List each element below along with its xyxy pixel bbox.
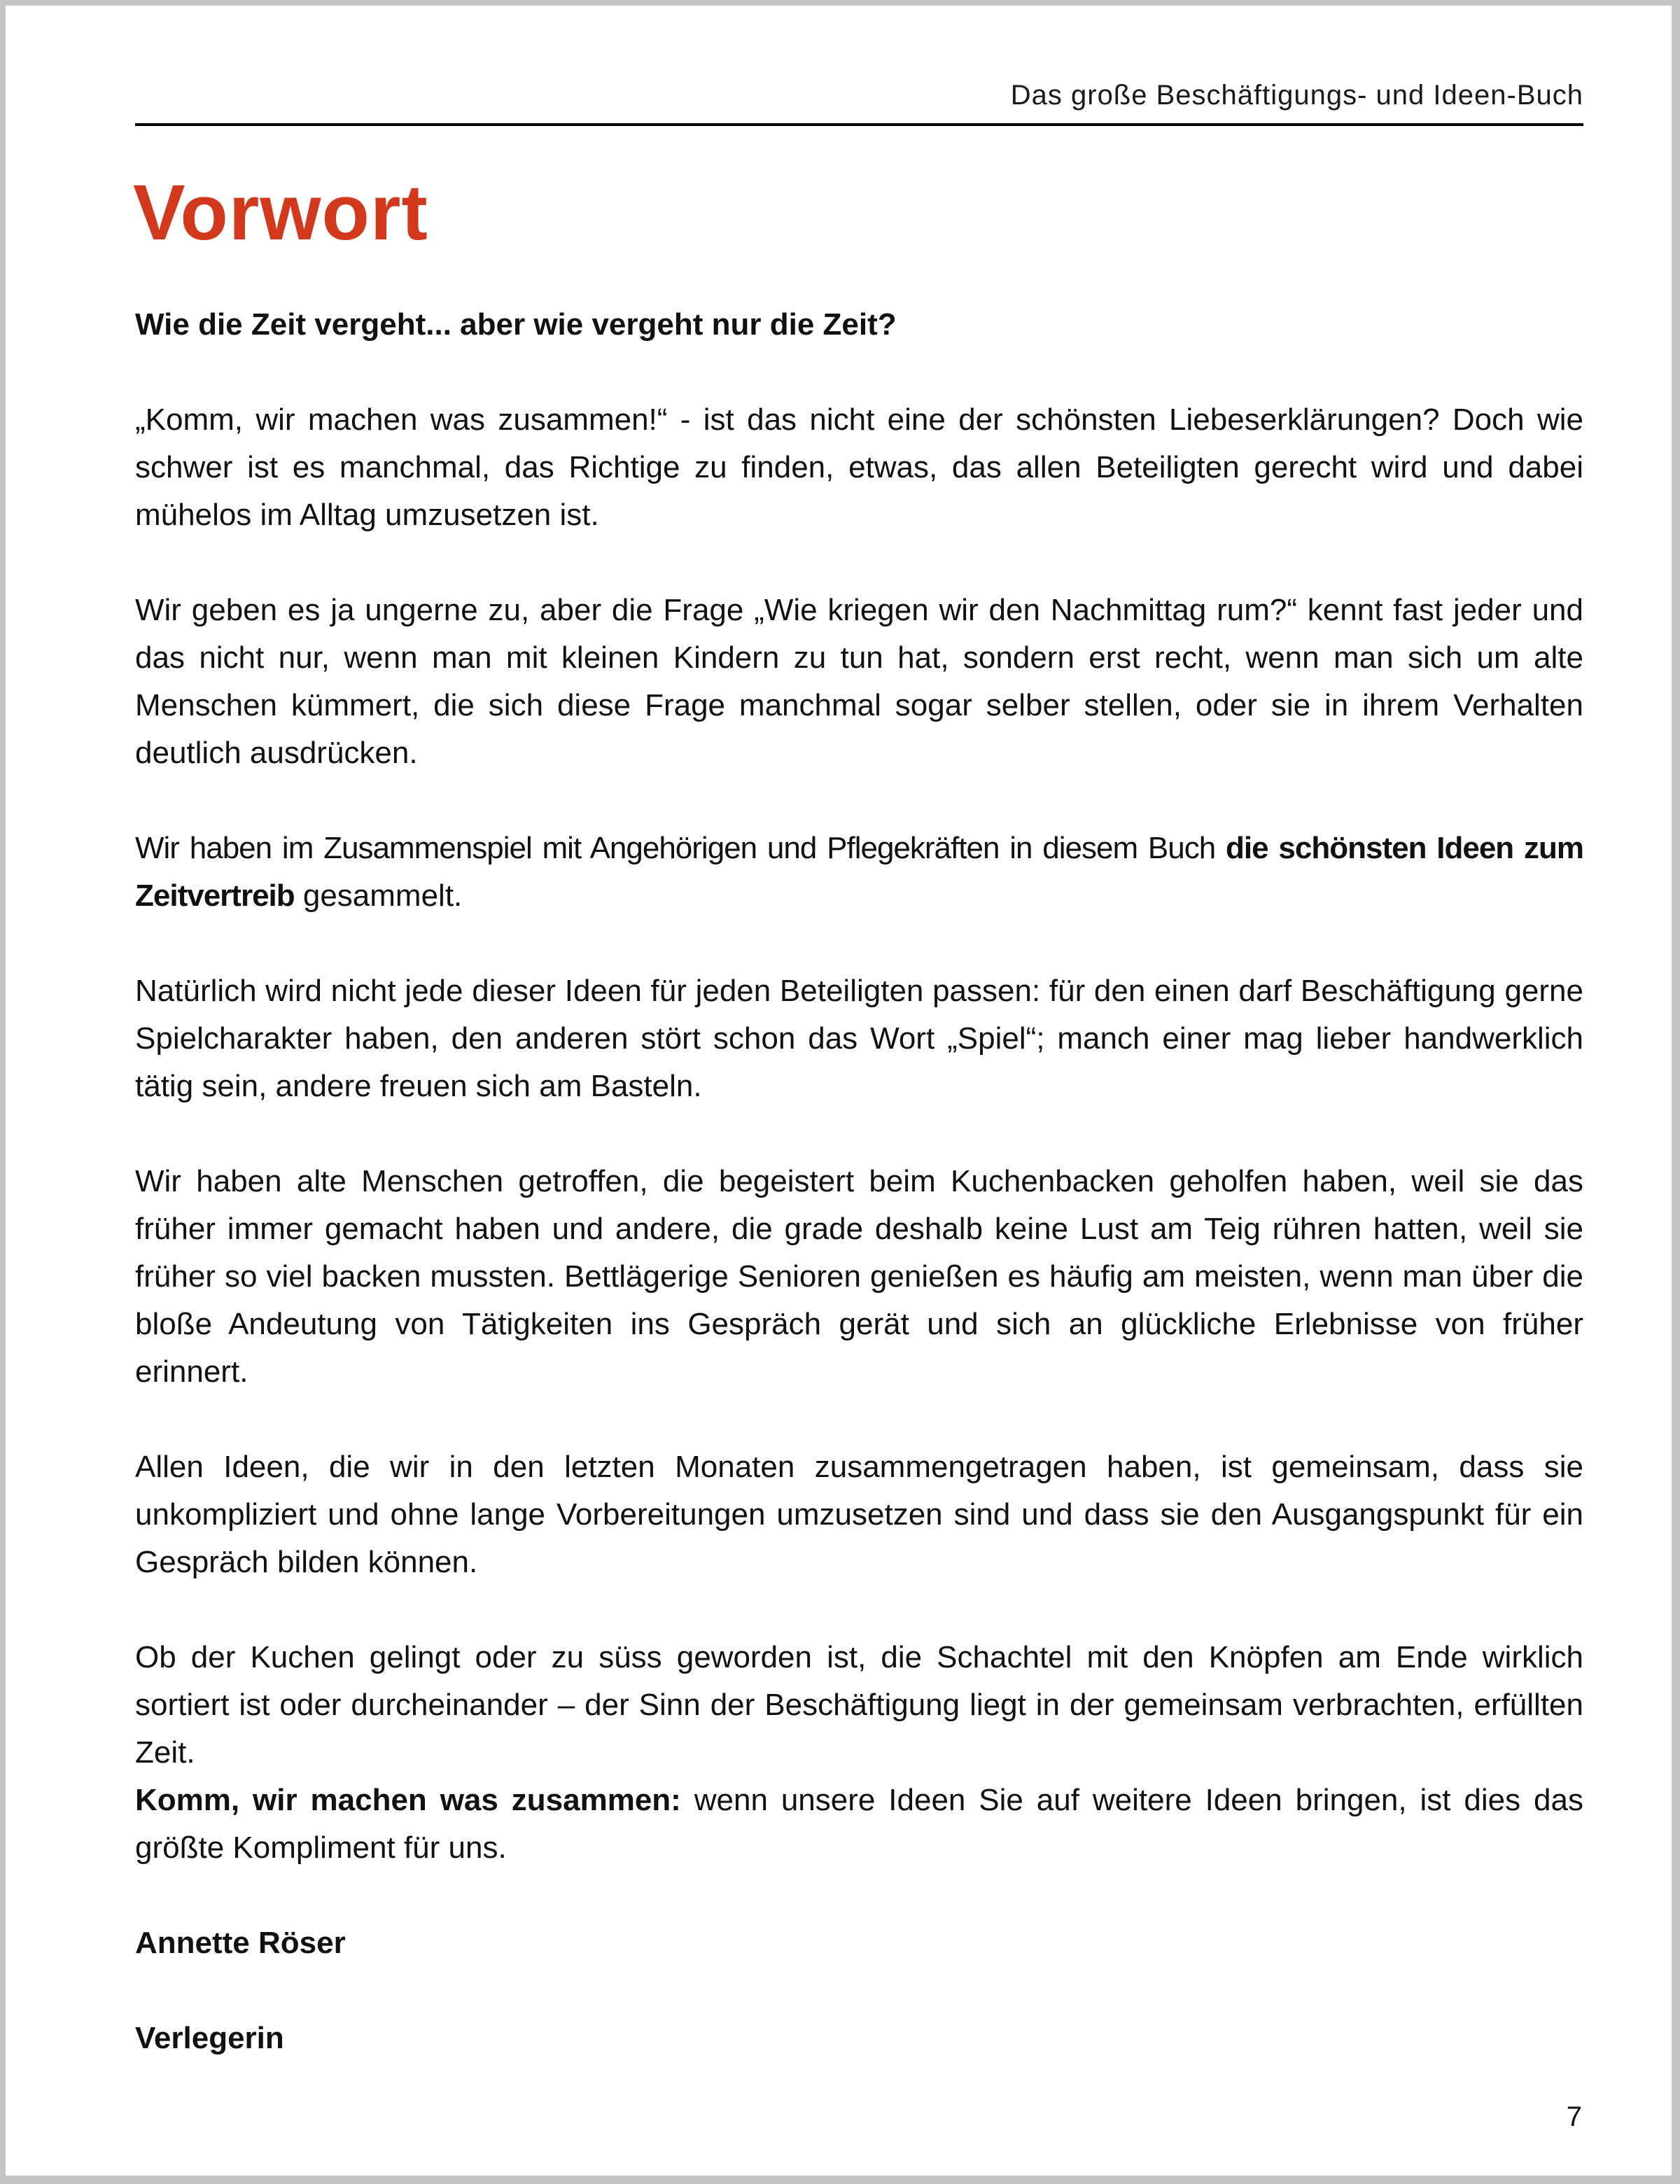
subtitle: Wie die Zeit vergeht... aber wie vergeht nur die Zeit?	[135, 307, 897, 342]
paragraph-3-emphasis: die schönsten Ideen zum Zeitvertreib	[135, 831, 1583, 913]
paragraph-3-end: gesammelt.	[294, 878, 463, 913]
paragraph-8	[135, 1777, 1583, 1872]
paragraph-4: Natürlich wird nicht jede dieser Ideen für jeden Beteiligten passen: für den einen darf Beschäftigung gerne Spielcharakter haben, den anderen stört schon das Wort „Spiel“; manch einer mag lieber handwerklich tätig sein, andere freuen sich am Basteln.	[135, 974, 1583, 1103]
paragraph-3-text: Wir haben im Zusammenspiel mit Angehörigen und Pflegekräften in diesem Buch	[135, 831, 1226, 865]
paragraph-1: „Komm, wir machen was zusammen!“ - ist das nicht eine der schönsten Liebeserklärungen? Doch wie schwer ist es manchmal, das Richtige zu finden, etwas, das allen Beteiligten gerecht wird und dabei mühelos im Alltag umzusetzen ist.	[135, 402, 1583, 532]
paragraph-5: Wir haben alte Menschen getroffen, die begeistert beim Kuchenbacken geholfen haben, weil sie das früher immer gemacht haben und andere, die grade deshalb keine Lust am Teig rühren hatten, weil sie früher so viel backen mussten. Bettlägerige Senioren genießen es häufig am meisten, wenn man über die bloße Andeutung von Tätigkeiten ins Gespräch gerät und sich an glückliche Erlebnisse von früher erinnert.	[135, 1164, 1583, 1389]
foreword-body	[135, 301, 1583, 2110]
paragraph-6: Allen Ideen, die wir in den letzten Monaten zusammengetragen haben, ist gemeinsam, dass sie unkompliziert und ohne lange Vorbereitungen umzusetzen sind und dass sie den Ausgangspunkt für ein Gespräch bilden können.	[135, 1450, 1583, 1579]
page-number: 7	[1566, 2101, 1582, 2132]
page-title: Vorwort	[133, 169, 428, 256]
running-header: Das große Beschäftigungs- und Ideen-Buch	[1010, 80, 1583, 111]
paragraph-7: Ob der Kuchen gelingt oder zu süss geworden ist, die Schachtel mit den Knöpfen am Ende wirklich sortiert ist oder durcheinander – der Sinn der Beschäftigung liegt in der gemeinsam verbrachten, erfüllten Zeit.	[135, 1640, 1583, 1770]
signature-name: Annette Röser	[135, 1926, 346, 1960]
paragraph-3	[135, 825, 1583, 920]
book-page	[6, 6, 1672, 2176]
paragraph-2: Wir geben es ja ungerne zu, aber die Frage „Wie kriegen wir den Nachmittag rum?“ kennt fast jeder und das nicht nur, wenn man mit kleinen Kindern zu tun hat, sondern erst recht, wenn man sich um alte Menschen kümmert, die sich diese Frage manchmal sogar selber stellen, oder sie in ihrem Verhalten deutlich ausdrücken.	[135, 593, 1583, 770]
header-rule	[135, 123, 1583, 126]
signature-role: Verlegerin	[135, 2021, 284, 2055]
paragraph-8-text: wenn unsere Ideen Sie auf weitere Ideen bringen, ist dies das größte Kompliment für uns.	[135, 1783, 1583, 1865]
paragraph-8-emphasis: Komm, wir machen was zusammen:	[135, 1783, 681, 1817]
